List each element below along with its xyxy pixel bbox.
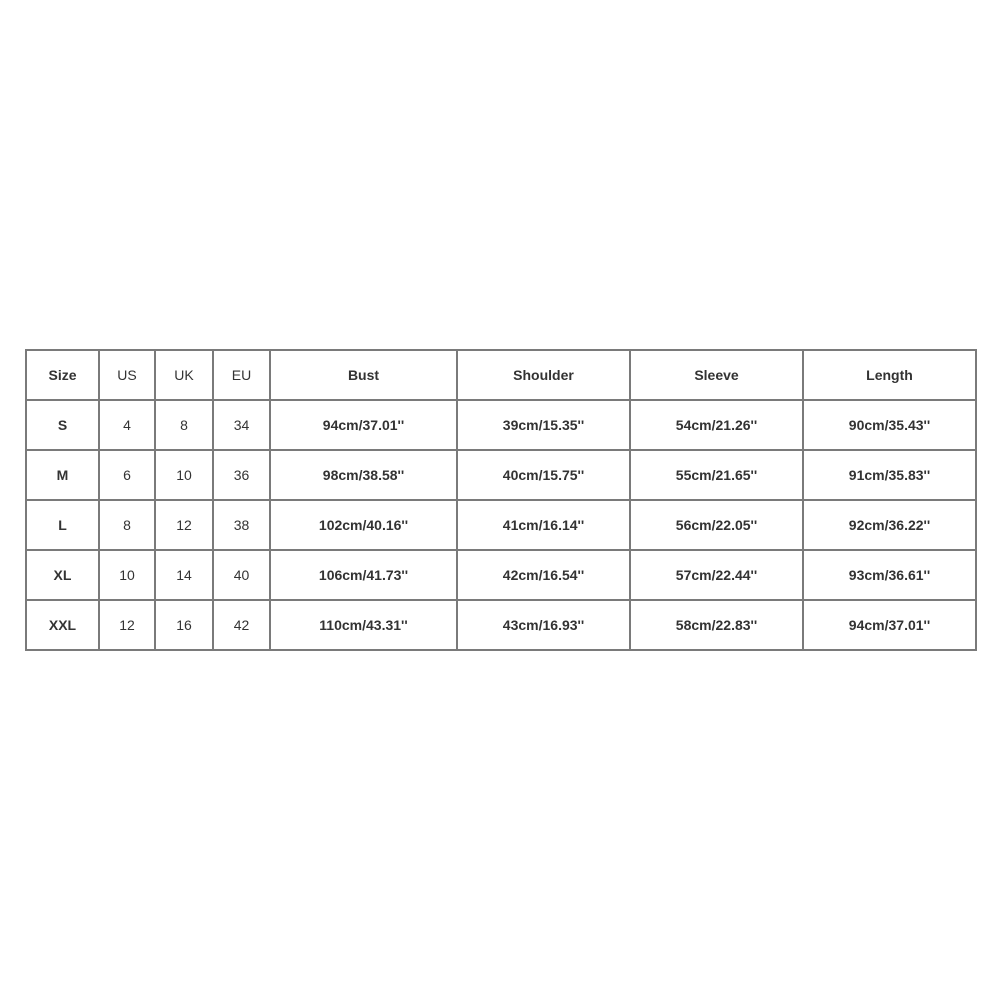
header-sleeve: Sleeve (630, 350, 803, 400)
header-size: Size (26, 350, 99, 400)
cell-uk: 14 (155, 550, 213, 600)
cell-shoulder: 43cm/16.93'' (457, 600, 630, 650)
table-row (26, 550, 976, 600)
cell-uk: 10 (155, 450, 213, 500)
header-length: Length (803, 350, 976, 400)
cell-us: 12 (99, 600, 155, 650)
cell-eu: 38 (213, 500, 270, 550)
header-eu: EU (213, 350, 270, 400)
cell-bust: 98cm/38.58'' (270, 450, 457, 500)
header-shoulder: Shoulder (457, 350, 630, 400)
cell-eu: 40 (213, 550, 270, 600)
cell-shoulder: 39cm/15.35'' (457, 400, 630, 450)
cell-size: XXL (26, 600, 99, 650)
cell-us: 8 (99, 500, 155, 550)
cell-bust: 102cm/40.16'' (270, 500, 457, 550)
header-uk: UK (155, 350, 213, 400)
cell-eu: 34 (213, 400, 270, 450)
header-bust: Bust (270, 350, 457, 400)
cell-us: 4 (99, 400, 155, 450)
cell-eu: 42 (213, 600, 270, 650)
cell-length: 94cm/37.01'' (803, 600, 976, 650)
cell-length: 91cm/35.83'' (803, 450, 976, 500)
cell-sleeve: 54cm/21.26'' (630, 400, 803, 450)
cell-length: 92cm/36.22'' (803, 500, 976, 550)
cell-size: S (26, 400, 99, 450)
cell-us: 6 (99, 450, 155, 500)
cell-size: XL (26, 550, 99, 600)
cell-bust: 106cm/41.73'' (270, 550, 457, 600)
header-row (26, 350, 976, 400)
cell-sleeve: 56cm/22.05'' (630, 500, 803, 550)
cell-shoulder: 42cm/16.54'' (457, 550, 630, 600)
cell-length: 93cm/36.61'' (803, 550, 976, 600)
cell-us: 10 (99, 550, 155, 600)
cell-eu: 36 (213, 450, 270, 500)
cell-size: L (26, 500, 99, 550)
cell-uk: 16 (155, 600, 213, 650)
size-chart-table (25, 349, 977, 651)
cell-uk: 8 (155, 400, 213, 450)
table-row (26, 600, 976, 650)
table-row (26, 400, 976, 450)
cell-sleeve: 58cm/22.83'' (630, 600, 803, 650)
cell-sleeve: 55cm/21.65'' (630, 450, 803, 500)
cell-shoulder: 41cm/16.14'' (457, 500, 630, 550)
table-row (26, 500, 976, 550)
cell-length: 90cm/35.43'' (803, 400, 976, 450)
table-row (26, 450, 976, 500)
header-us: US (99, 350, 155, 400)
cell-shoulder: 40cm/15.75'' (457, 450, 630, 500)
cell-bust: 94cm/37.01'' (270, 400, 457, 450)
cell-bust: 110cm/43.31'' (270, 600, 457, 650)
cell-uk: 12 (155, 500, 213, 550)
cell-sleeve: 57cm/22.44'' (630, 550, 803, 600)
cell-size: M (26, 450, 99, 500)
